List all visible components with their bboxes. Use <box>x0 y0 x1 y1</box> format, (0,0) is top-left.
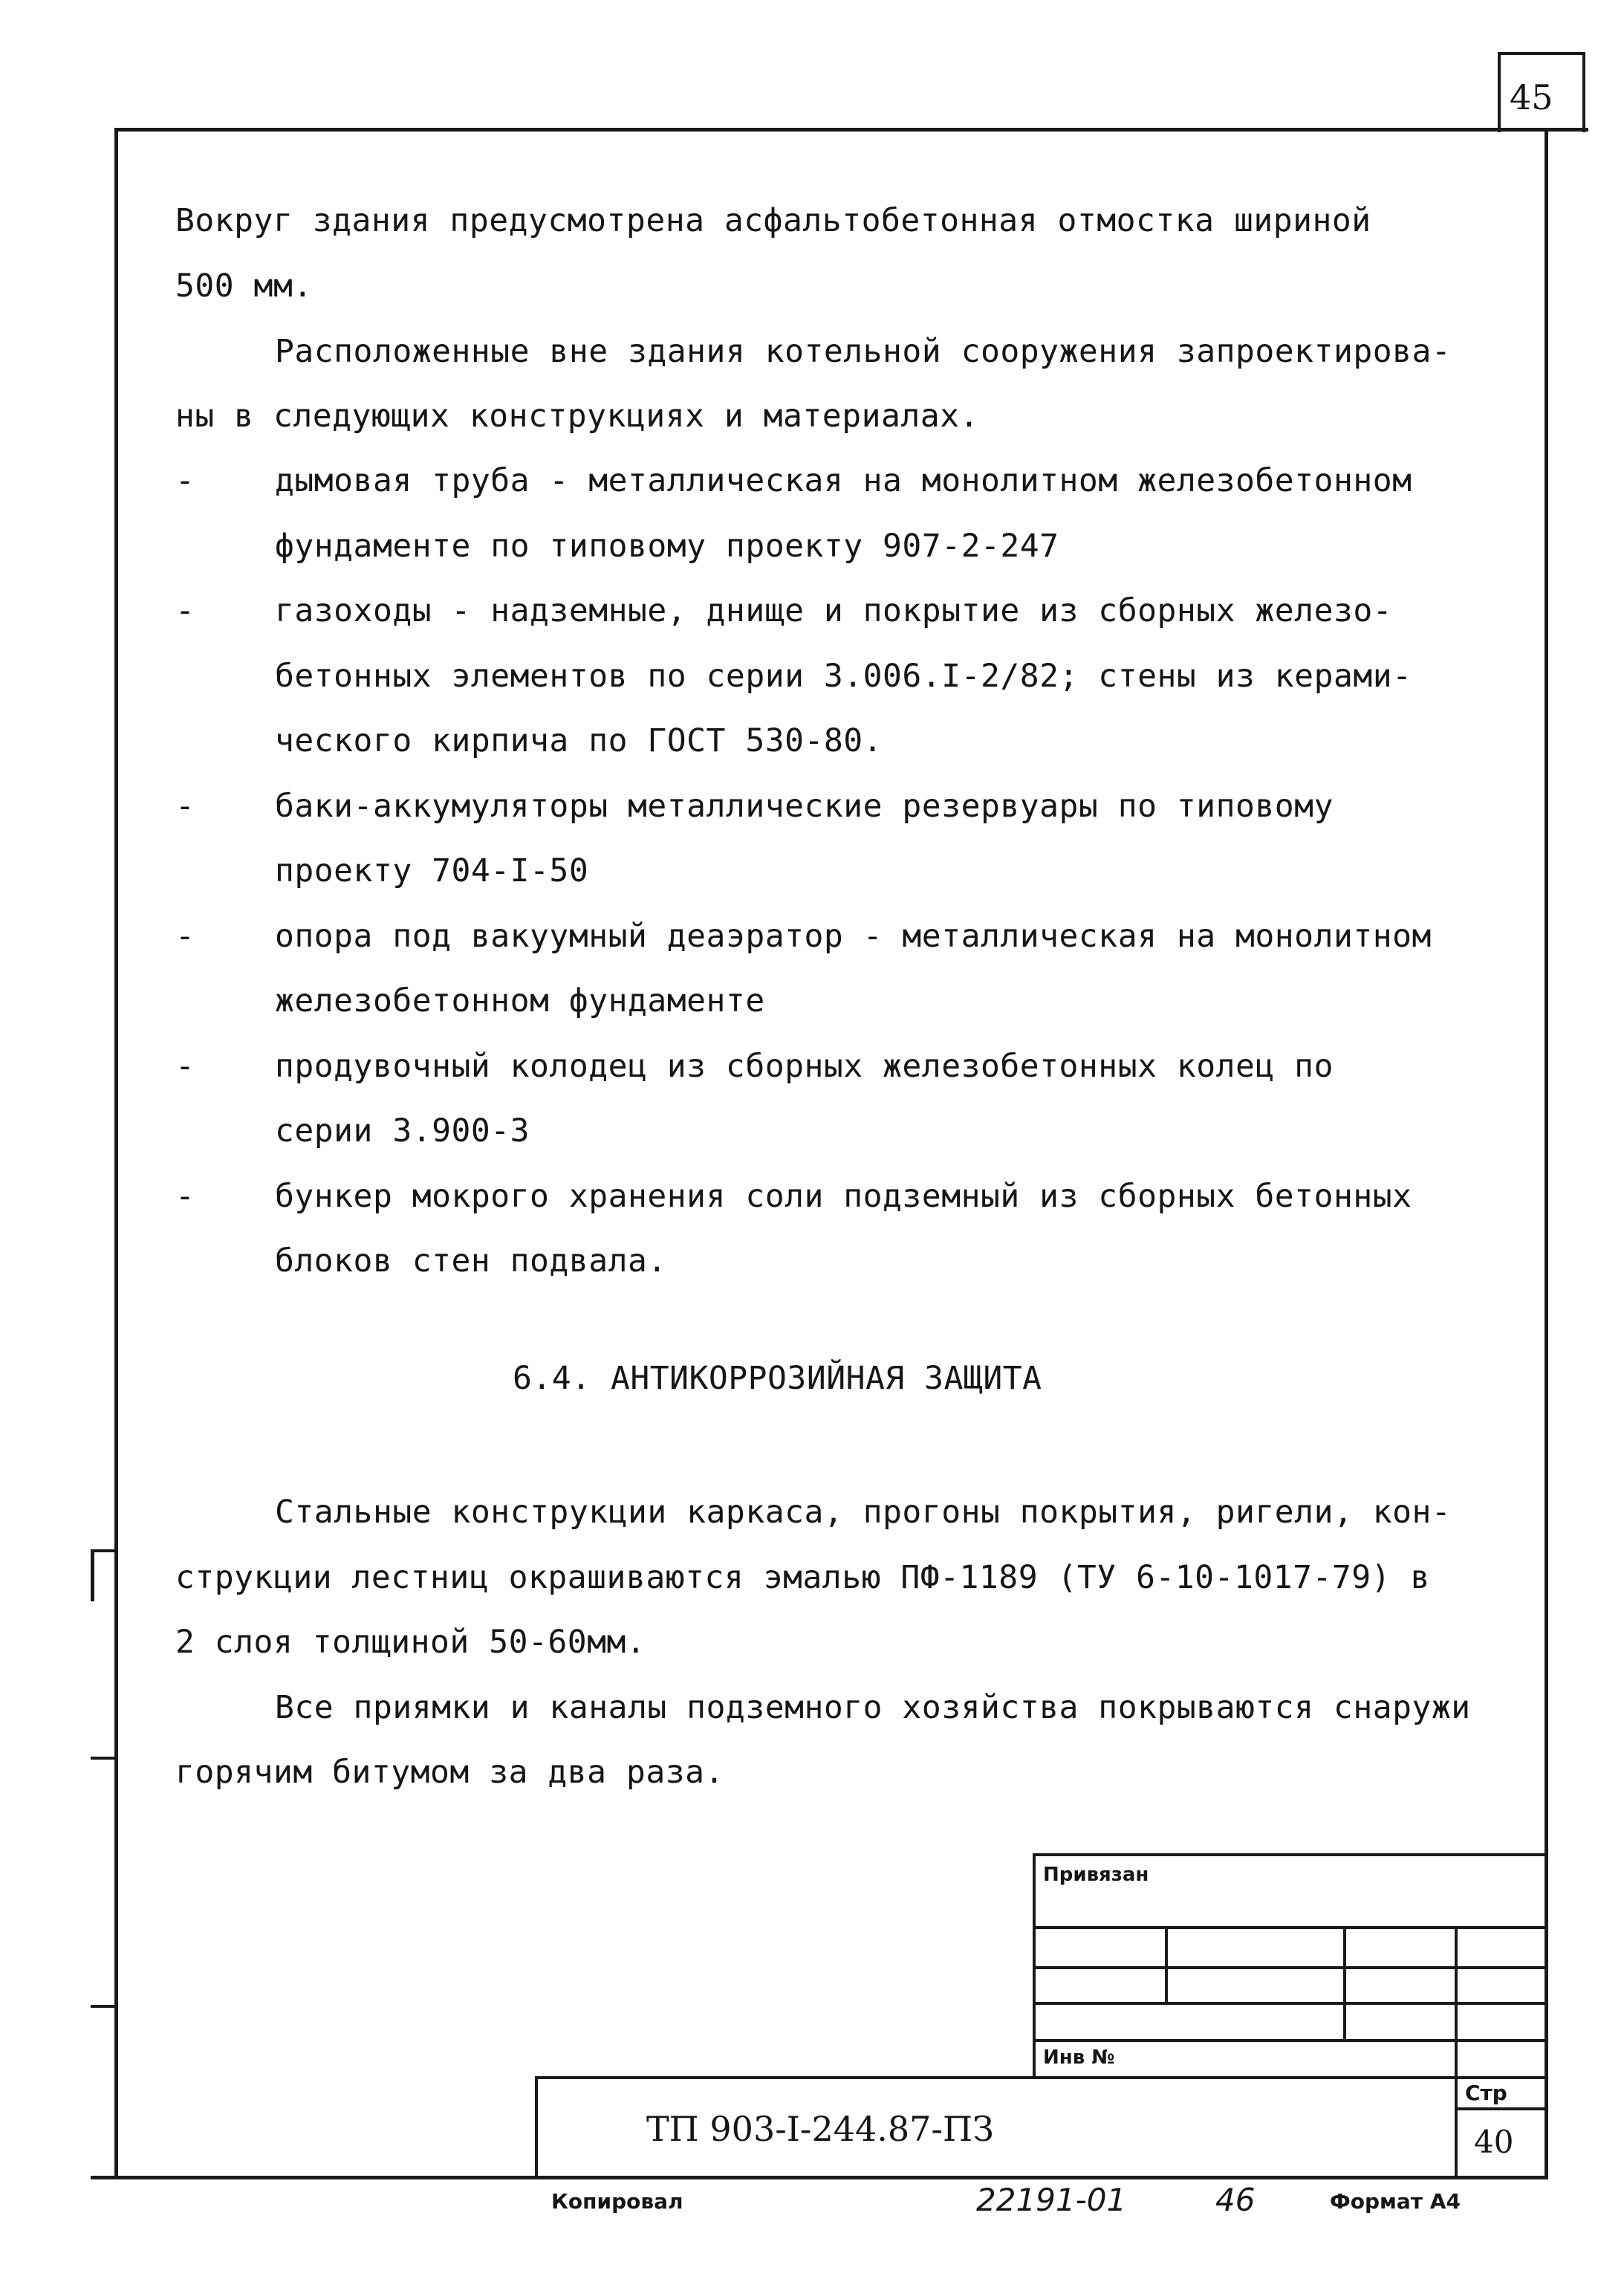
bullet-line: блоков стен подвала. <box>275 1242 667 1280</box>
text-line: горячим битумом за два раза. <box>175 1754 724 1791</box>
text-line: Стальные конструкции каркаса, прогоны покрытия, ригели, кон- <box>275 1494 1452 1531</box>
text-line: струкции лестниц окрашиваются эмалью ПФ-1189 (ТУ 6-10-1017-79) в <box>175 1559 1430 1596</box>
stamp-col-line <box>1165 1926 1168 2003</box>
bullet-line: газоходы - надземные, днище и покрытие из сборных железо- <box>275 592 1393 629</box>
bullet-line: бункер мокрого хранения соли подземный из сборных бетонных <box>275 1178 1412 1215</box>
bullet-marker: - <box>175 1178 195 1215</box>
bullet-marker: - <box>175 592 195 629</box>
bullet-line: проекту 704-I-50 <box>275 852 589 889</box>
sheet-cell-line <box>1455 2107 1547 2110</box>
stamp-row-line <box>1033 1966 1547 1969</box>
handwritten-page: 46 <box>1215 2182 1256 2218</box>
bullet-line: баки-аккумуляторы металлические резервуары по типовому <box>275 788 1334 825</box>
bullet-marker: - <box>175 462 195 499</box>
stamp-row-line <box>1033 1926 1547 1929</box>
bullet-marker: - <box>175 1048 195 1085</box>
frame-left-border <box>114 128 118 2179</box>
text-line: Расположенные вне здания котельной сооружения запроектирова- <box>275 333 1452 370</box>
text-line: Вокруг здания предусмотрена асфальтобетонная отмостка шириной <box>175 202 1371 239</box>
stamp-inv-label: Инв № <box>1043 2046 1115 2069</box>
bullet-marker: - <box>175 918 195 955</box>
text-line: Все приямки и каналы подземного хозяйства покрываются снаружи <box>275 1689 1471 1726</box>
bullet-line: фундаменте по типовому проекту 907-2-247 <box>275 528 1059 565</box>
text-line: ны в следующих конструкциях и материалах. <box>175 398 979 435</box>
bullet-line: бетонных элементов по серии 3.006.I-2/82; стены из керами- <box>275 658 1412 695</box>
title-strip-border <box>535 2076 1547 2079</box>
bullet-line: опора под вакуумный деаэратор - металлическая на монолитном <box>275 918 1432 955</box>
frame-top-border <box>114 128 1588 132</box>
stamp-bound-label: Привязан <box>1043 1864 1149 1886</box>
sheet-label: Стр <box>1465 2081 1507 2105</box>
bullet-marker: - <box>175 788 195 825</box>
margin-tick <box>91 1549 116 1552</box>
sheet-number: 40 <box>1474 2124 1514 2160</box>
margin-tick <box>91 2005 116 2008</box>
margin-tick <box>91 1757 116 1760</box>
frame-bottom-border <box>91 2176 1548 2179</box>
frame-right-border <box>1545 128 1548 2179</box>
bullet-line: железобетонном фундаменте <box>275 982 765 1020</box>
stamp-col-line <box>1343 1926 1346 2039</box>
stamp-row-line <box>1033 2039 1547 2042</box>
stamp-border <box>1033 1853 1036 2076</box>
bullet-line: продувочный колодец из сборных железобетонных колец по <box>275 1048 1334 1085</box>
handwritten-number: 22191-01 <box>976 2182 1127 2218</box>
bullet-line: серии 3.900-3 <box>275 1112 530 1150</box>
copied-label: Копировал <box>551 2189 683 2214</box>
page-number: 45 <box>1510 77 1553 117</box>
stamp-border <box>1033 1853 1547 1856</box>
stamp-col-line <box>1455 1926 1458 2177</box>
bullet-line: дымовая труба - металлическая на монолитном железобетонном <box>275 462 1412 499</box>
text-line: 500 мм. <box>175 268 313 305</box>
bullet-line: ческого кирпича по ГОСТ 530-80. <box>275 722 883 759</box>
stamp-row-line <box>1033 2002 1547 2005</box>
text-line: 2 слоя толщиной 50-60мм. <box>175 1624 646 1661</box>
section-heading: 6.4. АНТИКОРРОЗИЙНАЯ ЗАЩИТА <box>513 1360 1042 1397</box>
document-code: ТП 903-I-244.87-ПЗ <box>646 2109 994 2149</box>
format-label: Формат А4 <box>1330 2189 1461 2214</box>
margin-binding-mark <box>91 1549 94 1601</box>
title-strip-border <box>535 2076 538 2177</box>
